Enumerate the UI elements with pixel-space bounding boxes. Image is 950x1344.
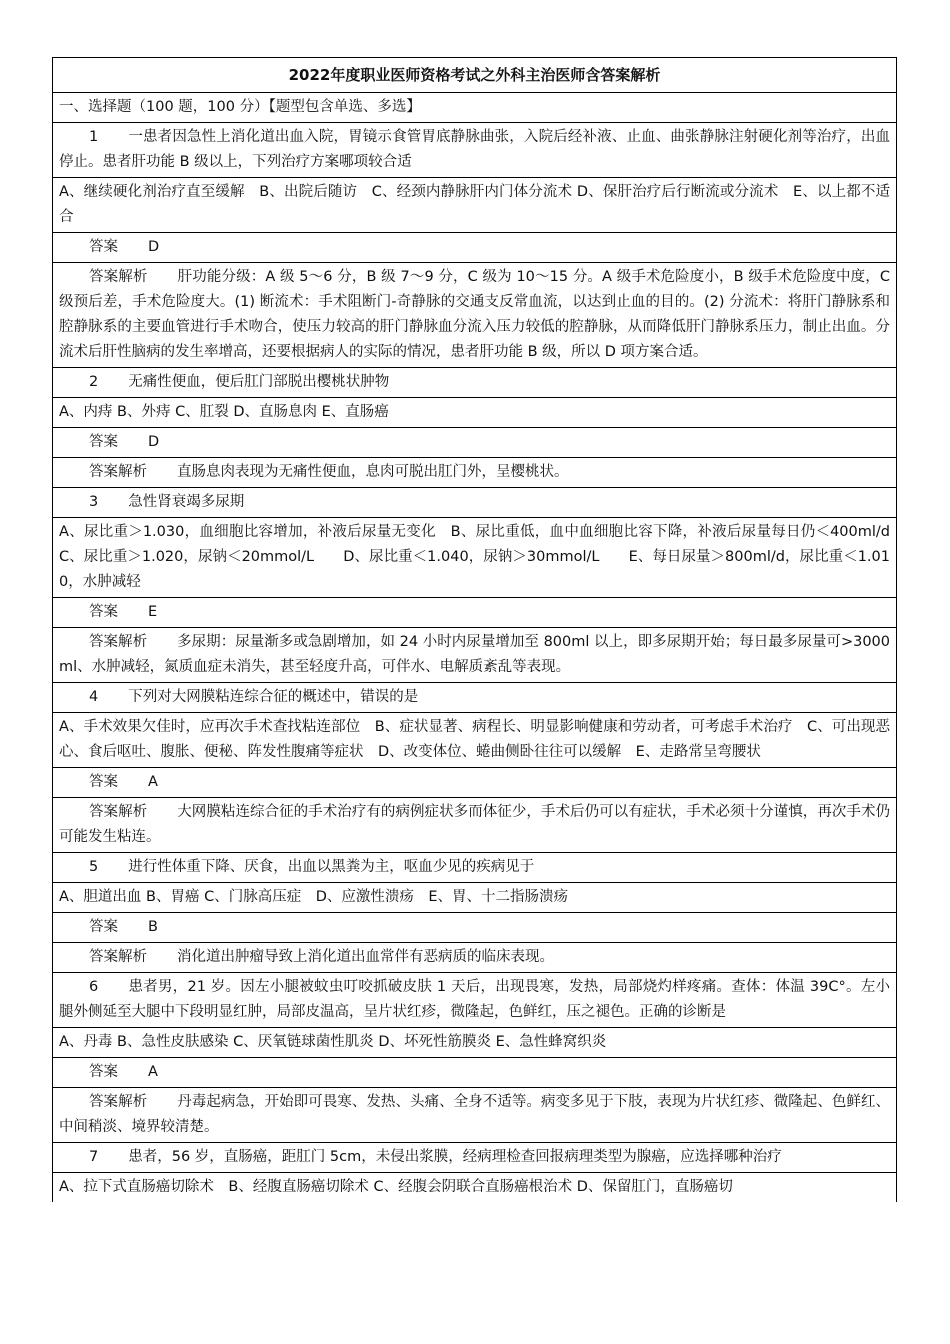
question-4-stem bbox=[53, 683, 896, 713]
analysis-text: 多尿期：尿量渐多或急剧增加，如 24 小时内尿量增加至 800ml 以上，即多尿期开始；每日最多尿量可>3000ml、水肿减轻，氮质血症未消失，甚至轻度升高，可伴水、电解质紊乱等表现。 bbox=[59, 634, 891, 675]
question-2-stem bbox=[53, 368, 896, 398]
section-heading: 一、选择题（100 题，100 分）【题型包含单选、多选】 bbox=[53, 93, 896, 123]
question-6-options: A、丹毒 B、急性皮肤感染 C、厌氧链球菌性肌炎 D、坏死性筋膜炎 E、急性蜂窝织炎 bbox=[53, 1028, 896, 1058]
question-4-analysis bbox=[53, 798, 896, 853]
question-text: 患者，56 岁，直肠癌，距肛门 5cm，未侵出浆膜，经病理检查回报病理类型为腺癌，应选择哪种治疗 bbox=[128, 1149, 782, 1165]
analysis-text: 直肠息肉表现为无痛性便血，息肉可脱出肛门外，呈樱桃状。 bbox=[177, 464, 569, 480]
question-number: 1 bbox=[89, 129, 99, 145]
analysis-label: 答案解析 bbox=[89, 804, 148, 820]
question-4-options: A、手术效果欠佳时，应再次手术查找粘连部位 B、症状显著、病程长、明显影响健康和劳动者，可考虑手术治疗 C、可出现恶心、食后呕吐、腹胀、便秘、阵发性腹痛等症状 D、改变体位、蜷曲侧卧往往可以缓解 E、走路常呈弯腰状 bbox=[53, 713, 896, 768]
question-1-stem bbox=[53, 123, 896, 178]
question-number: 4 bbox=[89, 689, 99, 705]
answer-label: 答案 bbox=[89, 919, 118, 935]
question-2-analysis bbox=[53, 458, 896, 488]
answer-label: 答案 bbox=[89, 774, 118, 790]
analysis-text: 消化道出肿瘤导致上消化道出血常伴有恶病质的临床表现。 bbox=[177, 949, 554, 965]
question-text: 患者男，21 岁。因左小腿被蚊虫叮咬抓破皮肤 1 天后，出现畏寒，发热，局部烧灼样疼痛。查体：体温 39C°。左小腿外侧延至大腿中下段明显红肿，局部皮温高，呈片状红疹，微隆起，色鲜红，压之褪色。正确的诊断是 bbox=[59, 979, 890, 1020]
answer-value: D bbox=[148, 434, 160, 450]
question-text: 无痛性便血，便后肛门部脱出樱桃状肿物 bbox=[128, 374, 390, 390]
answer-value: B bbox=[148, 919, 158, 935]
answer-value: E bbox=[148, 604, 158, 620]
answer-label: 答案 bbox=[89, 604, 118, 620]
question-number: 3 bbox=[89, 494, 99, 510]
question-3-stem bbox=[53, 488, 896, 518]
answer-label: 答案 bbox=[89, 1064, 118, 1080]
question-4-answer bbox=[53, 768, 896, 798]
question-5-analysis bbox=[53, 943, 896, 973]
analysis-label: 答案解析 bbox=[89, 464, 147, 480]
question-text: 进行性体重下降、厌食，出血以黑粪为主，呕血少见的疾病见于 bbox=[128, 859, 535, 875]
analysis-label: 答案解析 bbox=[89, 269, 148, 285]
question-5-stem bbox=[53, 853, 896, 883]
analysis-text: 丹毒起病急，开始即可畏寒、发热、头痛、全身不适等。病变多见于下肢，表现为片状红疹、微隆起、色鲜红、中间稍淡、境界较清楚。 bbox=[59, 1094, 891, 1135]
document-title: 2022年度职业医师资格考试之外科主治医师含答案解析 bbox=[53, 58, 896, 93]
answer-label: 答案 bbox=[89, 434, 118, 450]
question-number: 2 bbox=[89, 374, 99, 390]
question-7-options: A、拉下式直肠癌切除术 B、经腹直肠癌切除术 C、经腹会阴联合直肠癌根治术 D、保留肛门，直肠癌切 bbox=[59, 1179, 733, 1195]
question-1-options: A、继续硬化剂治疗直至缓解 B、出院后随访 C、经颈内静脉肝内门体分流术 D、保肝治疗后行断流或分流术 E、以上都不适合 bbox=[53, 178, 896, 233]
answer-value: D bbox=[148, 239, 160, 255]
question-number: 5 bbox=[89, 859, 99, 875]
analysis-text: 肝功能分级：A 级 5～6 分，B 级 7～9 分，C 级为 10～15 分。A 级手术危险度小，B 级手术危险度中度，C 级预后差，手术危险度大。(1) 断流术：手术阻断门-奇静脉的交通支反常血流，以达到止血的目的。(2) 分流术：将肝门静脉系和腔静脉系的主要血管进行手术吻合，使压力较高的肝门静脉血分流入压力较低的腔静脉，从而降低肝门静脉系压力，制止出血。分流术后肝性脑病的发生率增高，还要根据病人的实际的情况，患者肝功能 B 级，所以 D 项方案合适。 bbox=[59, 269, 891, 360]
question-1-analysis bbox=[53, 263, 896, 368]
question-2-options: A、内痔 B、外痔 C、肛裂 D、直肠息肉 E、直肠癌 bbox=[53, 398, 896, 428]
question-2-answer bbox=[53, 428, 896, 458]
question-1-answer bbox=[53, 233, 896, 263]
question-6-analysis bbox=[53, 1088, 896, 1143]
answer-value: A bbox=[148, 774, 158, 790]
analysis-label: 答案解析 bbox=[89, 634, 148, 650]
answer-value: A bbox=[148, 1064, 158, 1080]
analysis-label: 答案解析 bbox=[89, 949, 147, 965]
analysis-label: 答案解析 bbox=[89, 1094, 148, 1110]
question-text: 急性肾衰竭多尿期 bbox=[128, 494, 245, 510]
question-6-answer bbox=[53, 1058, 896, 1088]
question-number: 6 bbox=[89, 979, 99, 995]
question-3-analysis bbox=[53, 628, 896, 683]
question-6-stem bbox=[53, 973, 896, 1028]
question-number: 7 bbox=[89, 1149, 99, 1165]
exam-document bbox=[52, 57, 897, 1202]
question-3-answer bbox=[53, 598, 896, 628]
question-3-options: A、尿比重＞1.030，血细胞比容增加，补液后尿量无变化 B、尿比重低，血中血细胞比容下降，补液后尿量每日仍＜400ml/d C、尿比重＞1.020，尿钠＜20mmol/L D、尿比重＜1.040，尿钠＞30mmol/L E、每日尿量＞800ml/d，尿比重＜1.010，水肿减轻 bbox=[53, 518, 896, 598]
question-text: 一患者因急性上消化道出血入院，胃镜示食管胃底静脉曲张，入院后经补液、止血、曲张静脉注射硬化剂等治疗，出血停止。患者肝功能 B 级以上，下列治疗方案哪项较合适 bbox=[59, 129, 890, 170]
question-5-answer bbox=[53, 913, 896, 943]
question-7-stem bbox=[53, 1143, 896, 1173]
analysis-text: 大网膜粘连综合征的手术治疗有的病例症状多而体征少，手术后仍可以有症状，手术必须十分谨慎，再次手术仍可能发生粘连。 bbox=[59, 804, 891, 845]
question-text: 下列对大网膜粘连综合征的概述中，错误的是 bbox=[128, 689, 419, 705]
answer-label: 答案 bbox=[89, 239, 118, 255]
question-5-options: A、胆道出血 B、胃癌 C、门脉高压症 D、应激性溃疡 E、胃、十二指肠溃疡 bbox=[53, 883, 896, 913]
